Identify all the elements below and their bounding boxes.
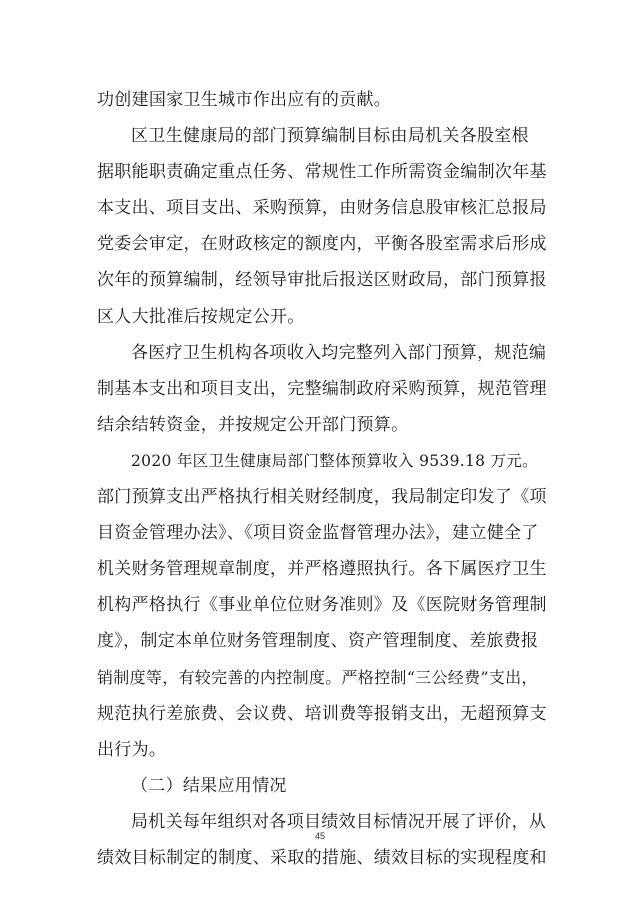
text-line: 功创建国家卫生城市作出应有的贡献。 — [97, 90, 392, 110]
text-line: 次年的预算编制，经领导审批后报送区财政局，部门预算报 — [97, 270, 547, 291]
text-line: 区人大批准后按规定公开。 — [97, 306, 305, 327]
text-line: 制基本支出和项目支出，完整编制政府采购预算，规范管理 — [97, 378, 547, 399]
text-line: 绩效目标制定的制度、采取的措施、绩效目标的实现程度和 — [97, 847, 547, 868]
page-number: 45 — [314, 831, 325, 841]
text-line: 本支出、项目支出、采购预算，由财务信息股审核汇总报局 — [97, 198, 547, 219]
text-line: 党委会审定，在财政核定的额度内，平衡各股室需求后形成 — [97, 234, 547, 255]
section-heading: （二）结果应用情况 — [131, 775, 287, 796]
text-line: 规范执行差旅费、会议费、培训费等报销支出，无超预算支 — [97, 703, 547, 724]
text-line: 部门预算支出严格执行相关财经制度，我局制定印发了《项 — [97, 487, 547, 508]
paragraph-start-line: 各医疗卫生机构各项收入均完整列入部门预算，规范编 — [131, 342, 547, 363]
paragraph-start-line: 局机关每年组织对各项目绩效目标情况开展了评价，从 — [131, 811, 547, 832]
paragraph-start-line: 2020 年区卫生健康局部门整体预算收入 9539.18 万元。 — [131, 451, 538, 470]
text-line: 销制度等，有较完善的内控制度。严格控制“三公经费”支出， — [97, 667, 538, 687]
paragraph-start-line: 区卫生健康局的部门预算编制目标由局机关各股室根 — [131, 126, 529, 147]
text-line: 结余结转资金，并按规定公开部门预算。 — [97, 414, 409, 435]
text-line: 度》，制定本单位财务管理制度、资产管理制度、差旅费报 — [97, 631, 539, 652]
text-line: 出行为。 — [97, 739, 167, 760]
text-line: 机构严格执行《事业单位位财务准则》及《医院财务管理制 — [97, 595, 547, 616]
text-line: 据职能职责确定重点任务、常规性工作所需资金编制次年基 — [97, 162, 547, 183]
text-line: 目资金管理办法》、《项目资金监督管理办法》，建立健全了 — [97, 523, 539, 544]
body-text — [97, 82, 547, 876]
text-line: 机关财务管理规章制度，并严格遵照执行。各下属医疗卫生 — [97, 559, 547, 580]
